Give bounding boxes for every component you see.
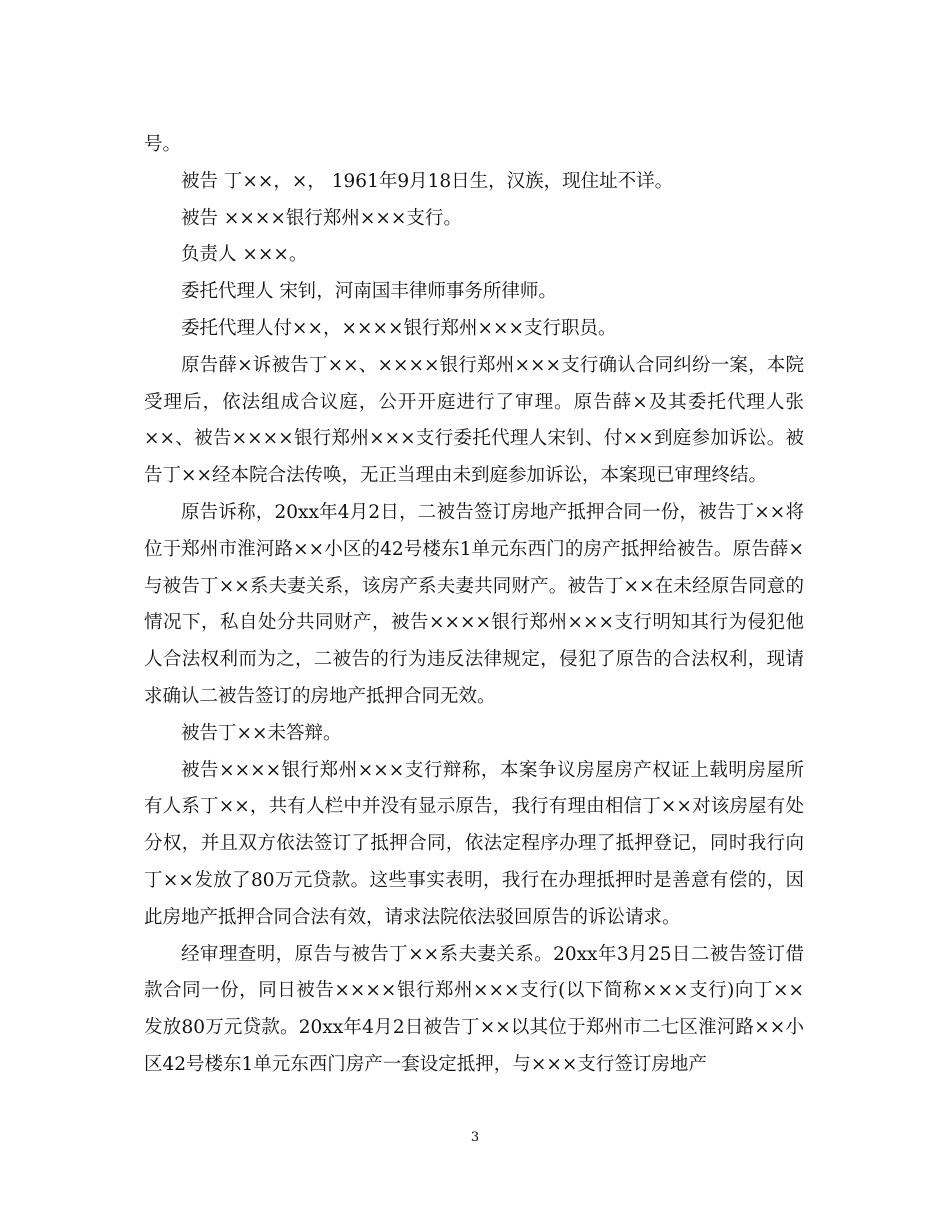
paragraph-responsible-person: 负责人 ×××。 bbox=[181, 244, 308, 266]
paragraph-agent-fu: 委托代理人付××，××××银行郑州×××支行职员。 bbox=[181, 317, 617, 339]
paragraph-findings: 经审理查明，原告与被告丁××系夫妻关系。20xx年3月25日二被告签订借款合同一份，同日被告××××银行郑州×××支行(以下简称×××支行)向丁××发放80万元贷款。20xx年4月2日被告丁××以其位于郑州市二七区淮河路××小区42号楼东1单元东西门房产一套设定抵押，与×××支行签订房地产 bbox=[144, 943, 804, 1075]
paragraph-case-intro: 原告薛×诉被告丁××、××××银行郑州×××支行确认合同纠纷一案，本院受理后，依法组成合议庭，公开开庭进行了审理。原告薛×及其委托代理人张××、被告××××银行郑州×××支行委托代理人宋钊、付××到庭参加诉讼。被告丁××经本院合法传唤，无正当理由未到庭参加诉讼，本案现已审理终结。 bbox=[144, 354, 804, 487]
paragraph-ding-no-reply: 被告丁××未答辩。 bbox=[181, 722, 342, 744]
paragraph-defendant-ding: 被告 丁××，×， 1961年9月18日生，汉族，现住址不详。 bbox=[181, 170, 674, 192]
paragraph-bank-defense: 被告××××银行郑州×××支行辩称，本案争议房屋房产权证上载明房屋所有人系丁××，共有人栏中并没有显示原告，我行有理由相信丁××对该房屋有处分权，并且双方依法签订了抵押合同，依法定程序办理了抵押登记，同时我行向丁××发放了80万元贷款。这些事实表明，我行在办理抵押时是善意有偿的，因此房地产抵押合同合法有效，请求法院依法驳回原告的诉讼请求。 bbox=[144, 759, 804, 928]
paragraph-continuation: 号。 bbox=[144, 134, 182, 155]
paragraph-agent-song: 委托代理人 宋钊，河南国丰律师事务所律师。 bbox=[181, 281, 557, 303]
paragraph-plaintiff-claim: 原告诉称，20xx年4月2日，二被告签订房地产抵押合同一份，被告丁××将位于郑州市淮河路××小区的42号楼东1单元东西门的房产抵押给被告。原告薛×与被告丁××系夫妻关系，该房产系夫妻共同财产。被告丁××在未经原告同意的情况下，私自处分共同财产，被告××××银行郑州×××支行明知其行为侵犯他人合法权利而为之，二被告的行为违反法律规定，侵犯了原告的合法权利，现请求确认二被告签订的房地产抵押合同无效。 bbox=[144, 501, 804, 707]
document-body bbox=[144, 127, 804, 1084]
paragraph-defendant-bank: 被告 ××××银行郑州×××支行。 bbox=[181, 207, 462, 229]
page-number: 3 bbox=[470, 1130, 480, 1145]
